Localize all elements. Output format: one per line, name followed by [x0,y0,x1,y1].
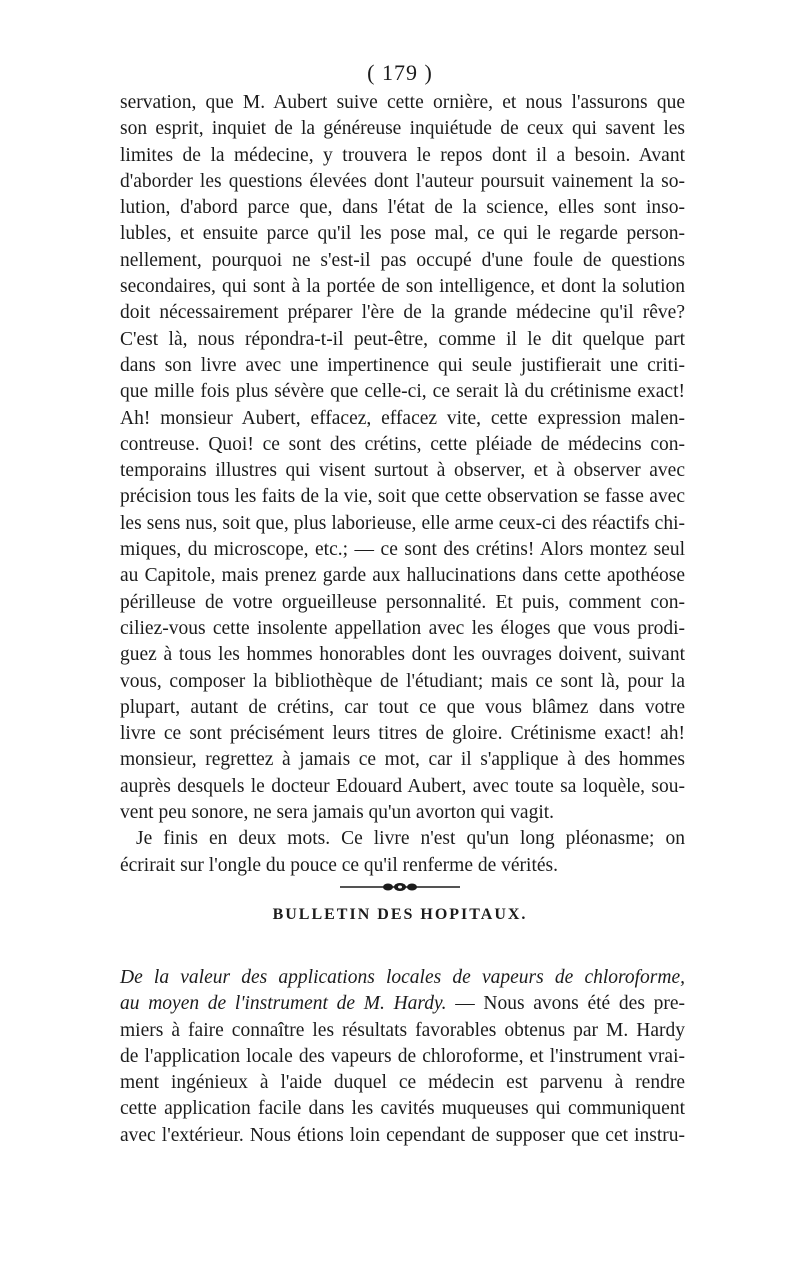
text-line: précision tous les faits de la vie, soit que cette observation se fasse avec [120,486,685,508]
text-line: miers à faire connaître les résultats favorables obtenus par M. Hardy [120,1019,685,1041]
text-line: vous, composer la bibliothèque de l'étudiant; mais ce sont là, pour la [120,670,685,692]
ornamental-rule [340,880,460,894]
text-line [120,991,685,1017]
text-line: les sens nus, soit que, plus laborieuse, elle arme ceux-ci des réactifs chi- [120,512,685,534]
text-line: temporains illustres qui visent surtout à observer, et à observer avec [120,460,685,482]
text-line: contreuse. Quoi! ce sont des crétins, cette pléiade de médecins con- [120,433,685,455]
text-line: auprès desquels le docteur Edouard Aubert, avec toute sa loquèle, sou- [120,775,685,797]
text-line: monsieur, regrettez à jamais ce mot, car il s'applique à des hommes [120,749,685,771]
text-line: plupart, autant de crétins, car tout ce que vous blâmez dans votre [120,696,685,718]
text-line: limites de la médecine, y trouvera le repos dont il a besoin. Avant [120,144,685,166]
text-fragment: — Nous avons été des pre- [446,993,686,1015]
text-line: son esprit, inquiet de la généreuse inquiétude de ceux qui savent les [120,118,685,140]
text-line: d'aborder les questions élevées dont l'auteur poursuit vainement la so- [120,170,685,192]
text-line: ment ingénieux à l'aide duquel ce médecin est parvenu à rendre [120,1072,685,1094]
text-line: nellement, pourquoi ne s'est-il pas occupé d'une foule de questions [120,249,685,271]
text-line: au Capitole, mais prenez garde aux hallucinations dans cette apothéose [120,565,685,587]
page-number: ( 179 ) [367,60,433,85]
text-line: servation, que M. Aubert suive cette ornière, et nous l'assurons que [120,92,685,113]
text-line: lution, d'abord parce que, dans l'état de la science, elles sont inso- [120,197,685,219]
text-line: périlleuse de votre orgueilleuse personnalité. Et puis, comment con- [120,591,685,613]
text-line: dans son livre avec une impertinence qui seule justifierait une criti- [120,354,685,376]
text-line: miques, du microscope, etc.; — ce sont des crétins! Alors montez seul [120,539,685,561]
text-line: avec l'extérieur. Nous étions loin cependant de supposer que cet instru- [120,1124,685,1146]
article-title-line: au moyen de l'instrument de M. Hardy. [120,993,447,1015]
article [120,965,685,1149]
text-line: livre ce sont précisément leurs titres de gloire. Crétinisme exact! ah! [120,723,685,745]
text-line: que mille fois plus sévère que celle-ci, ce serait là du crétinisme exact! [120,381,685,403]
text-line: doit nécessairement préparer l'ère de la grande médecine qu'il rêve? [120,302,685,324]
text-line: secondaires, qui sont à la portée de son intelligence, et dont la solution [120,276,685,298]
text-line: guez à tous les hommes honorables dont les ouvrages doivent, suivant [120,644,685,666]
text-line: cette application facile dans les cavités muqueuses qui communiquent [120,1098,685,1120]
text-line: Ah! monsieur Aubert, effacez, effacez vite, cette expression malen- [120,407,685,429]
text-line: vent peu sonore, ne sera jamais qu'un avorton qui vagit. [120,802,555,824]
main-text [120,90,685,879]
text-line: de l'application locale des vapeurs de chloroforme, et l'instrument vrai- [120,1045,685,1067]
section-heading: BULLETIN DES HOPITAUX. [272,906,528,923]
text-line: Je finis en deux mots. Ce livre n'est qu'un long pléonasme; on [136,828,685,850]
text-line: ciliez-vous cette insolente appellation avec les éloges que vous prodi- [120,617,685,639]
text-line: lubles, et ensuite parce qu'il les pose mal, ce qui le regarde person- [120,223,685,245]
article-title-line: De la valeur des applications locales de vapeurs de chloroforme, [120,967,685,988]
text-line: écrirait sur l'ongle du pouce ce qu'il renferme de vérités. [120,854,559,876]
text-line: C'est là, nous répondra-t-il peut-être, comme il le dit quelque part [120,328,685,350]
